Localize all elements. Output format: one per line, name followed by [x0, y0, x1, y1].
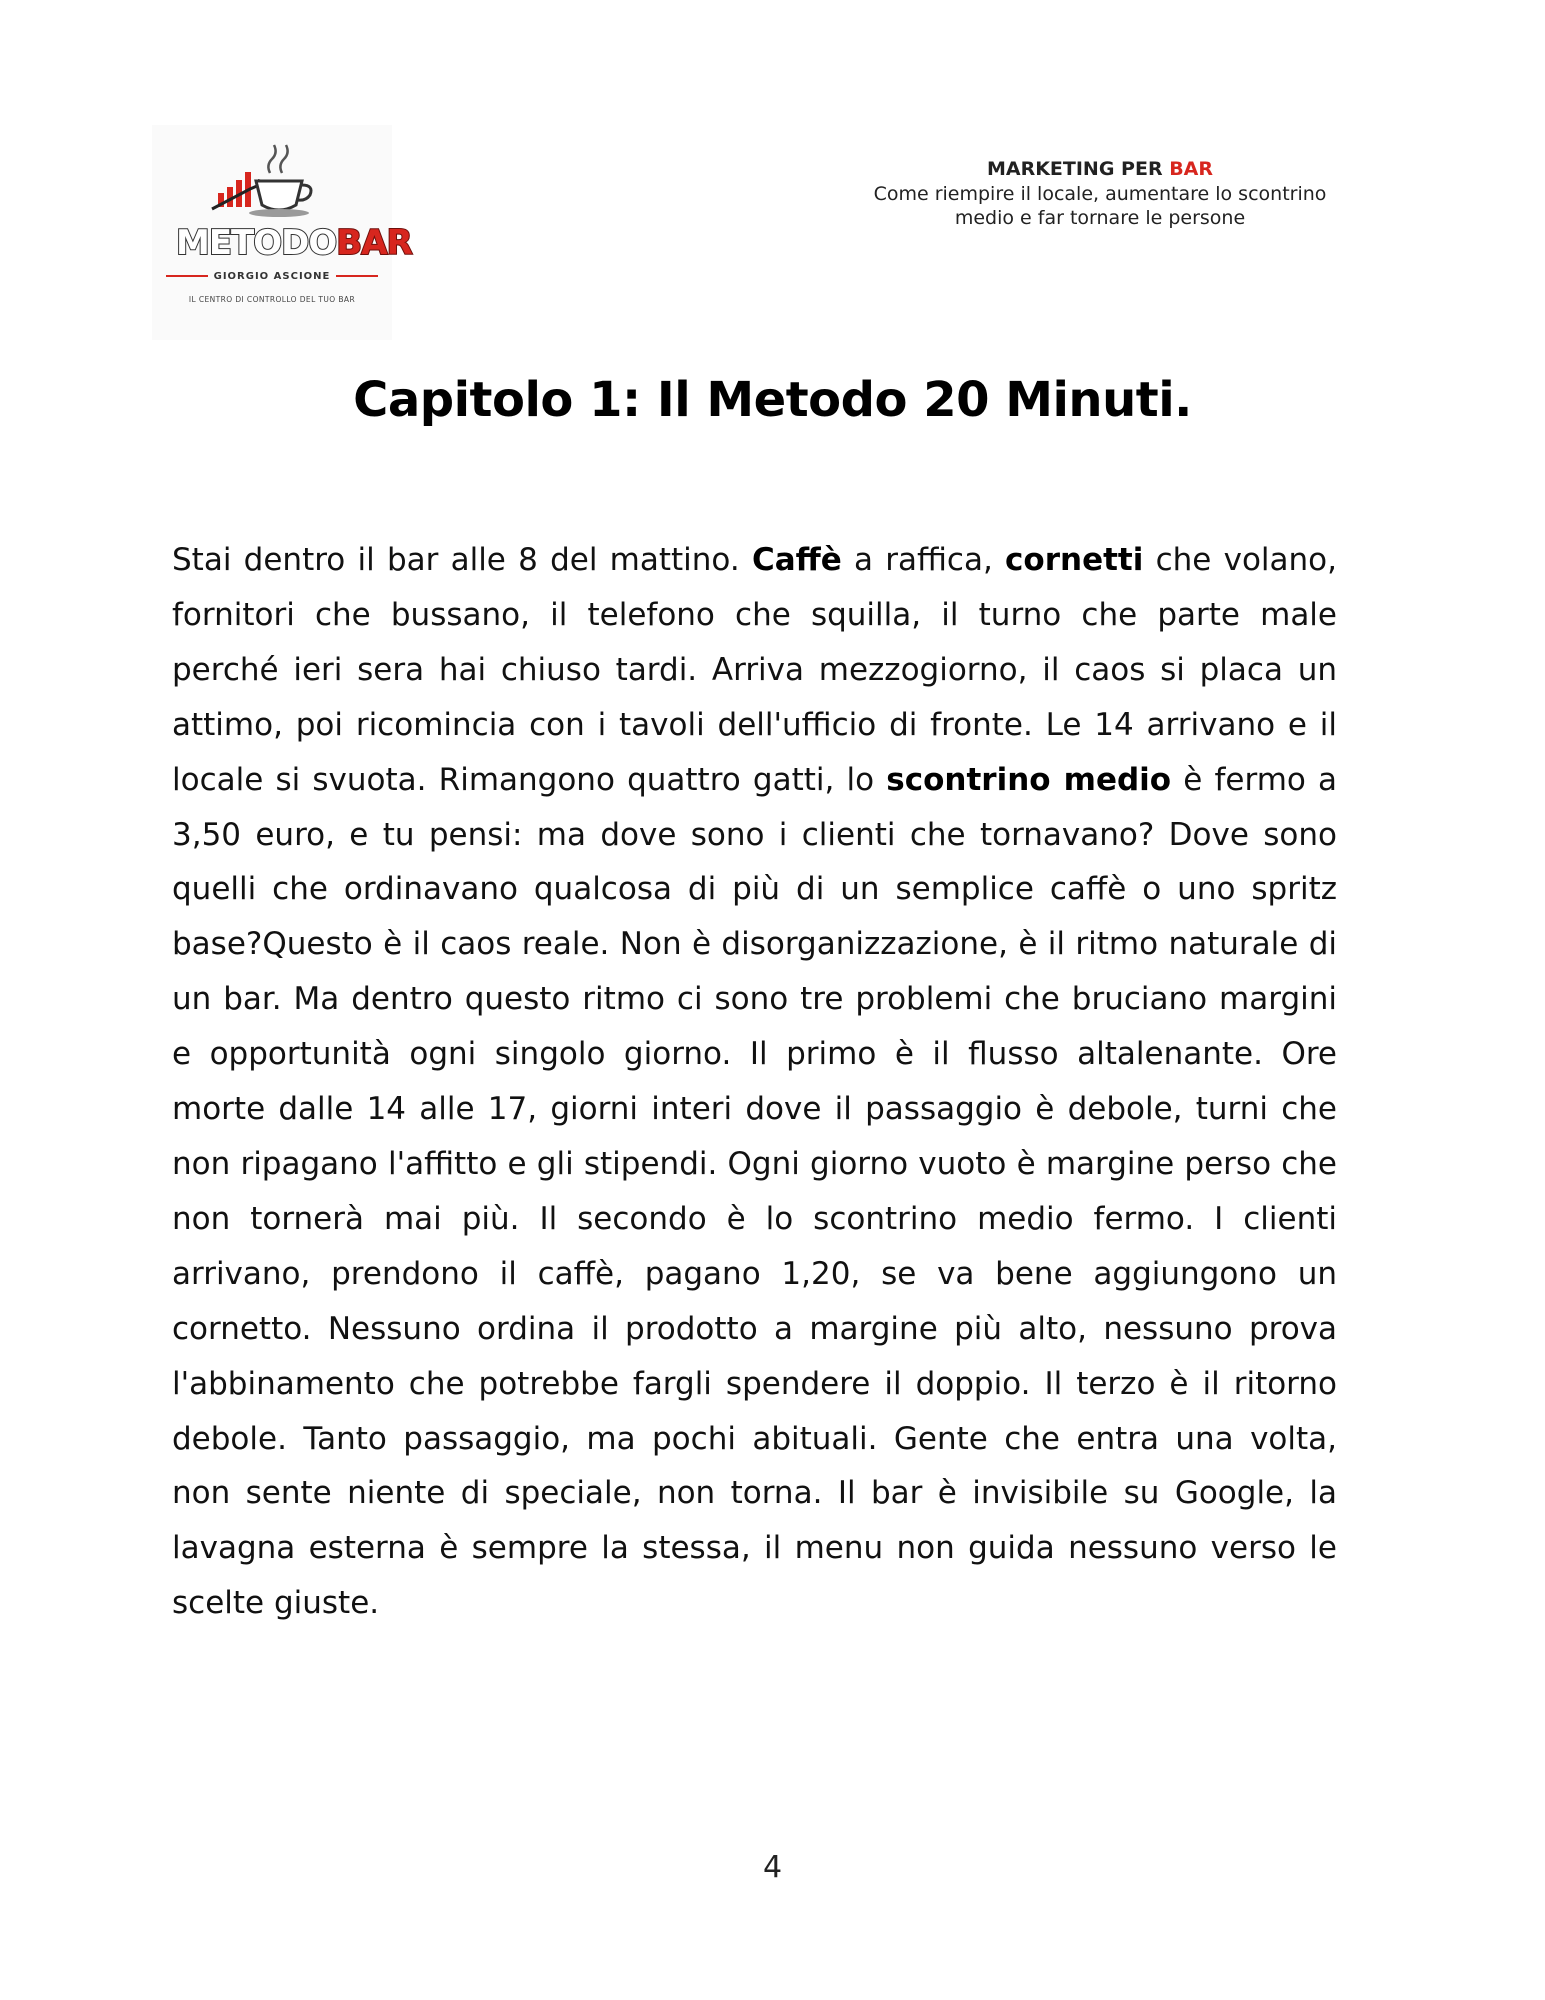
logo-word-metodo: METODO	[176, 223, 337, 263]
chapter-title: Capitolo 1: Il Metodo 20 Minuti.	[353, 372, 1192, 428]
body-bold-segment: scontrino medio	[886, 761, 1172, 798]
body-text-segment: a raffica,	[841, 542, 1006, 578]
header-title-main: MARKETING PER	[986, 158, 1170, 180]
header-subtitle-line2: medio e far tornare le persone	[954, 207, 1246, 229]
logo-author: GIORGIO ASCIONE	[152, 271, 392, 282]
logo-word-bar: BAR	[336, 223, 412, 263]
header-title-accent: BAR	[1169, 158, 1214, 180]
page-number: 4	[762, 1850, 783, 1885]
body-text-segment: è fermo a 3,50 euro, e tu pensi: ma dove sono i clienti che tornavano? Dove sono quelli che ordinavano qualcosa di più di un semplice caffè o uno spritz base?Questo è il caos reale. Non è disorganizzazione, è il ritmo naturale di un bar. Ma dentro questo ritmo ci sono tre problemi che bruciano margini e opportunità ogni singolo giorno. Il primo è il flusso altalenante. Ore morte dalle 14 alle 17, giorni interi dove il passaggio è debole, turni che non ripagano l'affitto e gli stipendi. Ogni giorno vuoto è margine perso che non tornerà mai più. Il secondo è lo scontrino medio fermo. I clienti arrivano, prendono il caffè, pagano 1,20, se va bene aggiungono un cornetto. Nessuno ordina il prodotto a margine più alto, nessuno prova l'abbinamento che potrebbe fargli spendere il doppio. Il terzo è il ritorno debole. Tanto passaggio, ma pochi abituali. Gente che entra una volta, non sente niente di speciale, non torna. Il bar è invisibile su Google, la lavagna esterna è sempre la stessa, il menu non guida nessuno verso le scelte giuste.	[172, 761, 1338, 1622]
body-bold-segment: cornetti	[1005, 542, 1144, 578]
body-text-segment: che volano, fornitori che bussano, il telefono che squilla, il turno che parte male perché ieri sera hai chiuso tardi. Arriva mezzogiorno, il caos si placa un attimo, poi ricomincia con i tavoli dell'ufficio di fronte. Le 14 arrivano e il locale si svuota. Rimangono quattro gatti, lo	[172, 542, 1337, 798]
body-text-segment: Stai dentro il bar alle 8 del mattino.	[172, 542, 752, 578]
header-title	[770, 157, 1430, 182]
coffee-cup-bar-chart-icon	[152, 125, 392, 225]
body-bold-segment: Caffè	[751, 542, 842, 578]
body-paragraph	[172, 533, 1337, 1631]
logo-wordmark	[176, 223, 412, 263]
header-subtitle-line1: Come riempire il locale, aumentare lo scontrino	[873, 183, 1327, 205]
metodo-bar-logo	[152, 125, 412, 340]
logo-tagline: IL CENTRO DI CONTROLLO DEL TUO BAR	[188, 295, 356, 304]
running-header	[770, 157, 1430, 230]
